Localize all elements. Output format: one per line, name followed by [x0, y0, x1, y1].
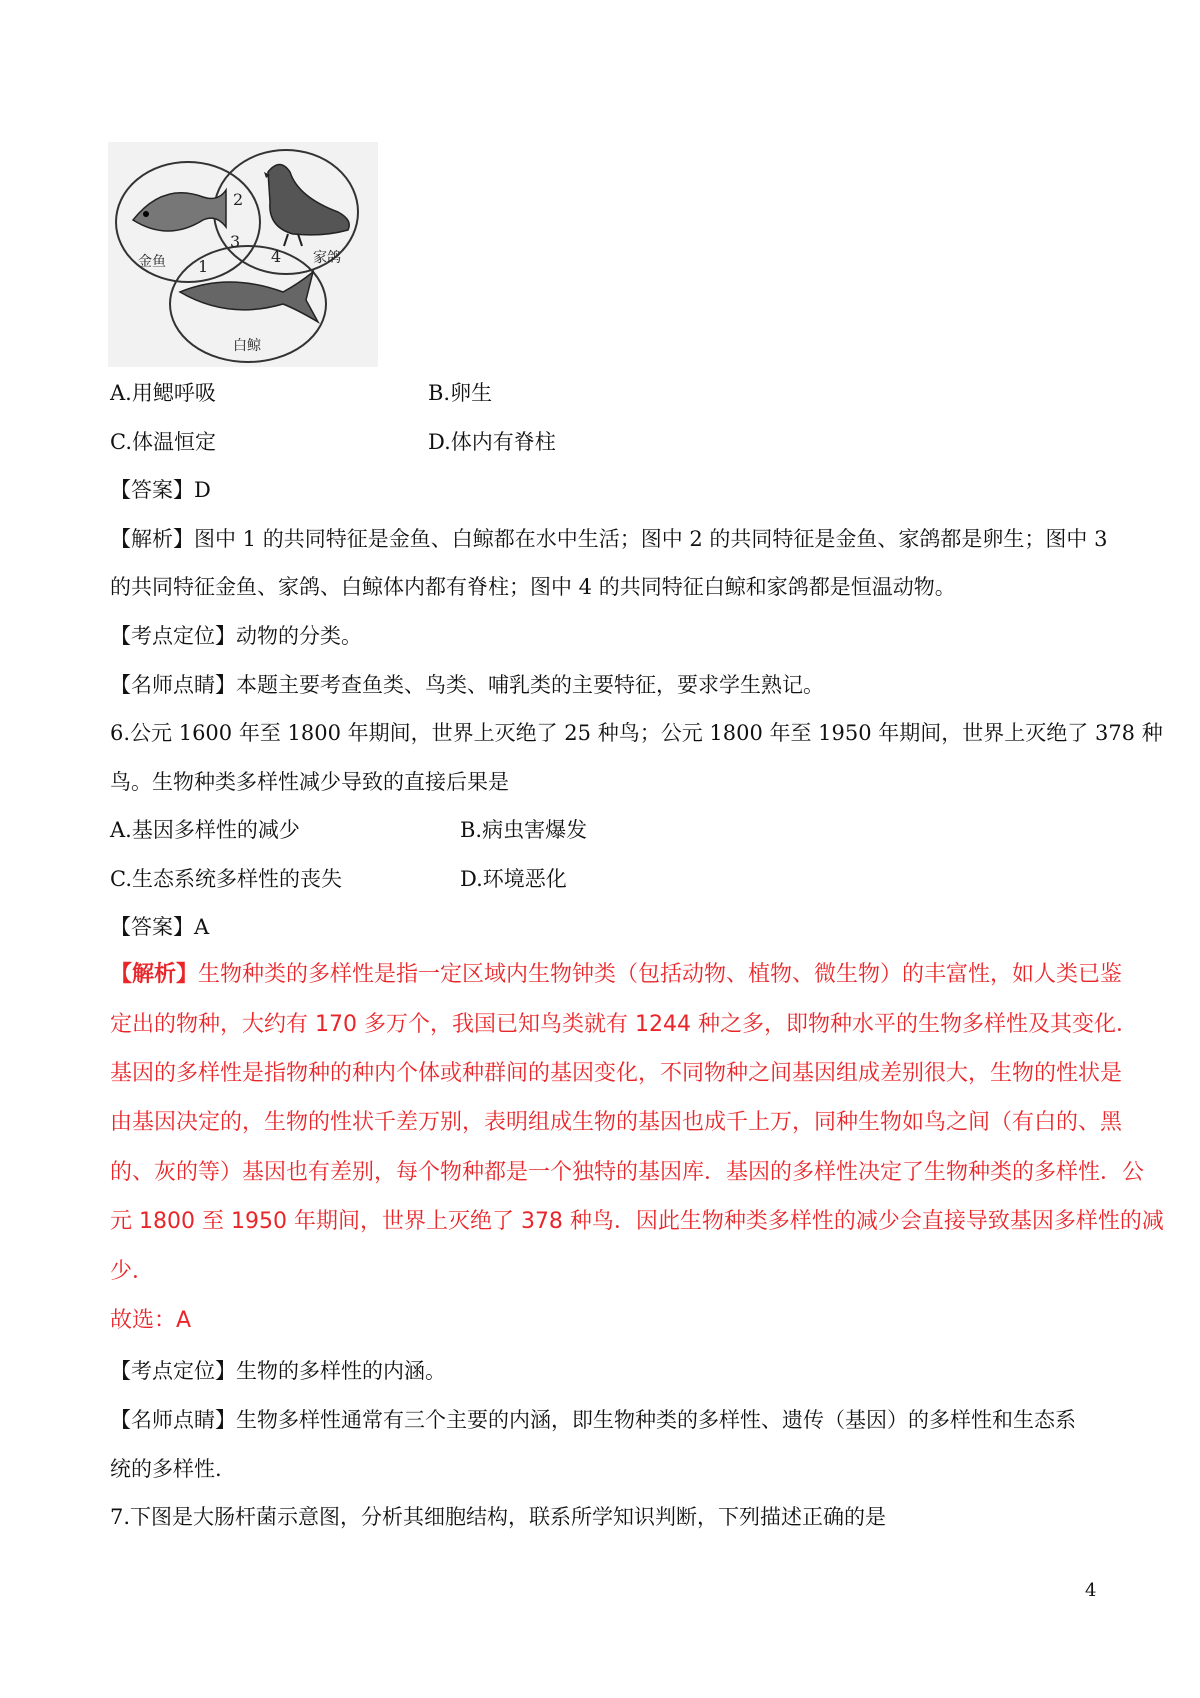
q6-analysis-line-5: 的、灰的等）基因也有差别，每个物种都是一个独特的基因库．基因的多样性决定了生物种类的多样性．公 [110, 1160, 1145, 1185]
q6-analysis-line-6: 元 1800 至 1950 年期间，世界上灭绝了 378 种鸟．因此生物种类多样性的减少会直接导致基因多样性的减 [110, 1209, 1164, 1234]
q6-mingshi-line-1: 【名师点睛】生物多样性通常有三个主要的内涵，即生物种类的多样性、遗传（基因）的多样性和生态系 [110, 1408, 1076, 1432]
q6-stem-line-2: 鸟。生物种类多样性减少导致的直接后果是 [110, 770, 509, 794]
region-3-label: 3 [230, 232, 241, 251]
q6-stem-line-1: 6.公元 1600 年至 1800 年期间，世界上灭绝了 25 种鸟；公元 1800 年至 1950 年期间，世界上灭绝了 378 种 [110, 721, 1163, 745]
q6-analysis-tag: 【解析】 [110, 962, 199, 987]
q5-option-a: A.用鳃呼吸 [110, 381, 216, 405]
pigeon-label: 家鸽 [313, 250, 341, 266]
q7-stem: 7.下图是大肠杆菌示意图，分析其细胞结构，联系所学知识判断，下列描述正确的是 [110, 1505, 887, 1529]
q6-analysis-conclusion: 故选：A [110, 1308, 192, 1333]
q5-kaodian: 【考点定位】动物的分类。 [110, 624, 362, 648]
page-number: 4 [1085, 1580, 1097, 1601]
region-2-label: 2 [233, 190, 244, 209]
q5-option-c: C.体温恒定 [110, 430, 216, 454]
q6-answer: 【答案】A [110, 915, 210, 939]
region-4-label: 4 [271, 247, 282, 266]
venn-diagram-svg [108, 142, 378, 367]
whale-label: 白鲸 [233, 338, 261, 354]
q6-analysis-line-2: 定出的物种，大约有 170 多万个，我国已知鸟类就有 1244 种之多，即物种水平的生物多样性及其变化． [110, 1012, 1138, 1037]
q6-analysis-line-3: 基因的多样性是指物种的种内个体或种群间的基因变化，不同物种之间基因组成差别很大，生物的性状是 [110, 1061, 1123, 1086]
q6-option-d: D.环境恶化 [460, 867, 567, 891]
q5-mingshi: 【名师点睛】本题主要考查鱼类、鸟类、哺乳类的主要特征，要求学生熟记。 [110, 673, 824, 697]
q6-kaodian: 【考点定位】生物的多样性的内涵。 [110, 1359, 446, 1383]
q6-option-c: C.生态系统多样性的丧失 [110, 867, 342, 891]
venn-diagram-figure [108, 142, 378, 367]
q6-analysis-line-7: 少． [110, 1259, 155, 1284]
q6-option-a: A.基因多样性的减少 [110, 818, 300, 842]
q6-analysis-line-1 [110, 960, 1122, 990]
q6-mingshi-line-2: 统的多样性. [110, 1457, 222, 1481]
q6-option-b: B.病虫害爆发 [460, 818, 588, 842]
goldfish-label: 金鱼 [138, 254, 166, 270]
q5-analysis-line-2: 的共同特征金鱼、家鸽、白鲸体内都有脊柱；图中 4 的共同特征白鲸和家鸽都是恒温动物。 [110, 575, 956, 599]
q6-analysis-line-4: 由基因决定的，生物的性状千差万别，表明组成生物的基因也成千上万，同种生物如鸟之间（有白的、黑 [110, 1110, 1123, 1135]
q6-analysis-line-1-text: 生物种类的多样性是指一定区域内生物钟类（包括动物、植物、微生物）的丰富性，如人类已鉴 [198, 962, 1123, 987]
region-1-label: 1 [198, 257, 209, 276]
q5-option-b: B.卵生 [428, 381, 493, 405]
q5-answer: 【答案】D [110, 478, 211, 502]
q5-analysis-line-1: 【解析】图中 1 的共同特征是金鱼、白鲸都在水中生活；图中 2 的共同特征是金鱼、家鸽都是卵生；图中 3 [110, 527, 1108, 551]
q5-option-d: D.体内有脊柱 [428, 430, 556, 454]
